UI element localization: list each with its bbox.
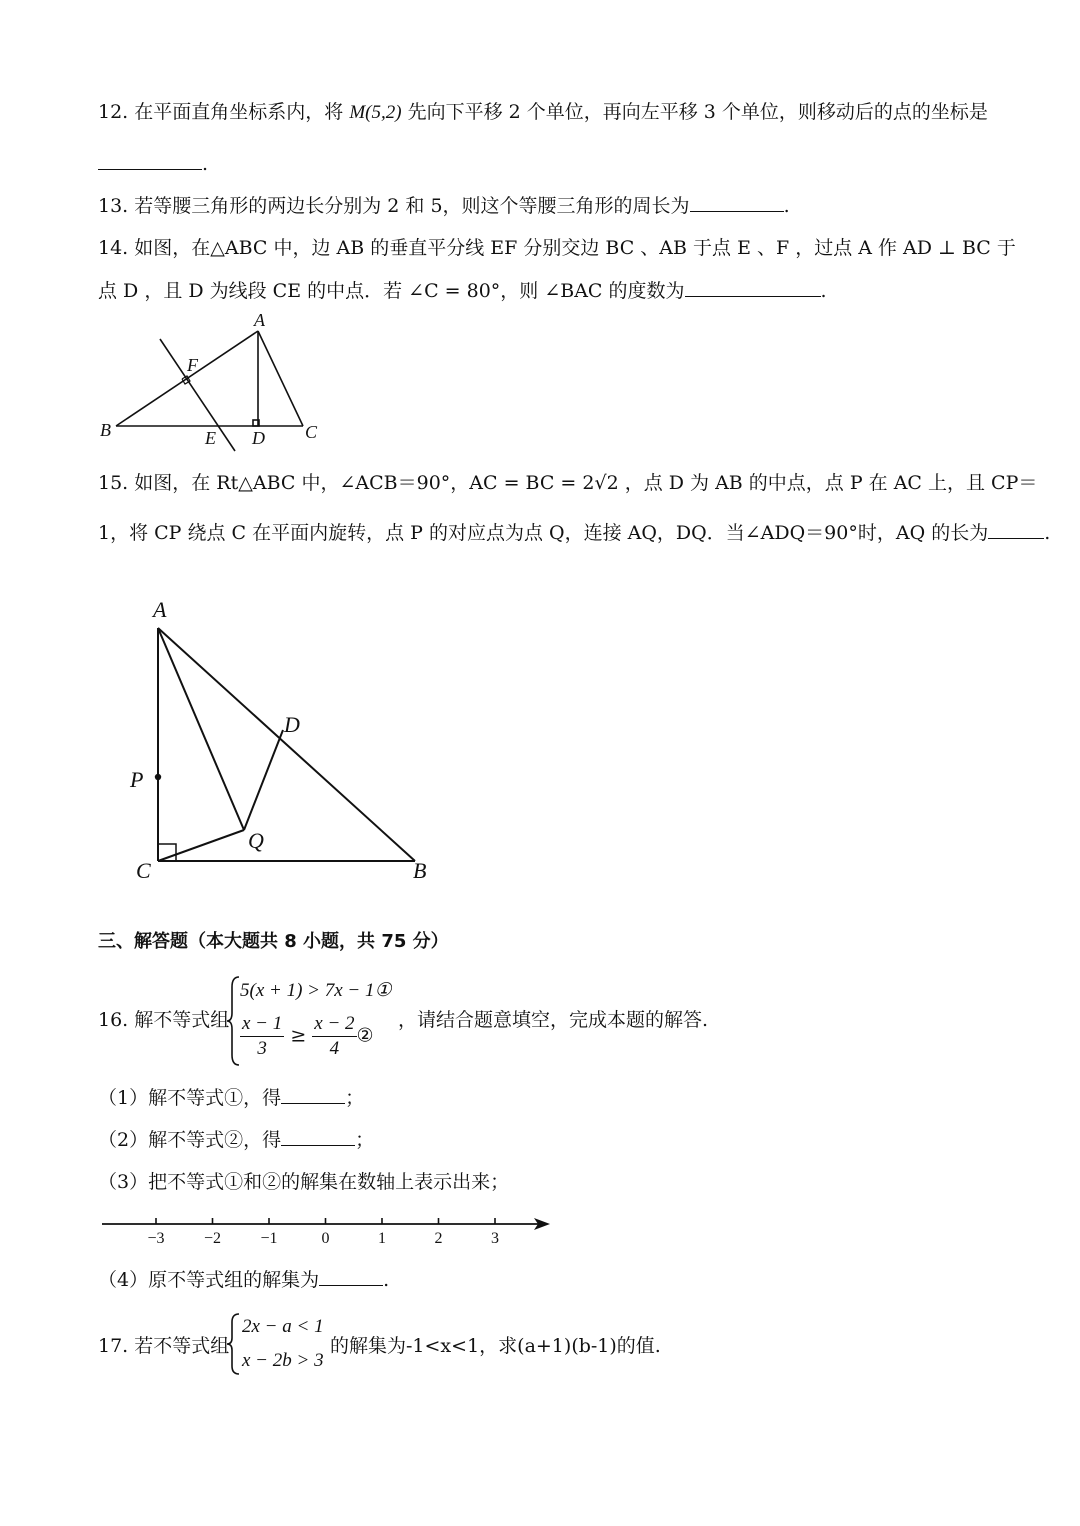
q17-ineq2: x − 2b > 3 bbox=[242, 1350, 324, 1371]
q14-label-a: A bbox=[254, 310, 265, 330]
q15-segment-aq bbox=[158, 628, 244, 830]
q14-label-e: E bbox=[205, 428, 216, 448]
q14-label-d: D bbox=[252, 428, 265, 448]
q12-text-b: 先向下平移 2 个单位，再向左平移 3 个单位，则移动后的点的坐标是 bbox=[407, 101, 988, 123]
question-15-line1 bbox=[98, 469, 1037, 497]
q15-answer-blank[interactable] bbox=[988, 520, 1044, 539]
q16-step3-text: （3）把不等式①和②的解集在数轴上表示出来； bbox=[98, 1171, 510, 1193]
q16-ineq2-rel: ≥ bbox=[290, 1024, 307, 1047]
q16-frac-left: $\frac{x - 1}{3}$ bbox=[242, 1013, 283, 1059]
number-line-tick-label: −1 bbox=[260, 1230, 278, 1247]
q16-suffix: ，请结合题意填空，完成本题的解答. bbox=[398, 1009, 709, 1031]
q16-step1-blank[interactable] bbox=[281, 1085, 345, 1104]
q17-ineq1: 2x − a < 1 bbox=[242, 1316, 324, 1337]
q16-step-3 bbox=[98, 1168, 509, 1196]
q16-inequality-2 bbox=[240, 1012, 374, 1061]
q14-label-c: C bbox=[305, 422, 318, 442]
q15-line1: 15. 如图，在 Rt△ABC 中，∠ACB＝90°，AC = BC = 2√2 ，点 D 为 AB 的中点，点 P 在 AC 上，且 CP＝ bbox=[98, 472, 1038, 494]
q14-line1: 14. 如图，在△ABC 中，边 AB 的垂直平分线 EF 分别交边 BC 、AB 于点 E 、F ，过点 A 作 AD ⊥ BC 于 bbox=[98, 237, 1016, 259]
section-3-title: 三、解答题（本大题共 8 小题，共 75 分） bbox=[98, 931, 449, 952]
q12-answer-line bbox=[98, 150, 208, 178]
number-line-tick-label: −3 bbox=[147, 1230, 165, 1247]
number-line-tick-label: 2 bbox=[434, 1230, 443, 1247]
q16-step4-text: （4）原不等式组的解集为 bbox=[98, 1269, 320, 1291]
q17-brace bbox=[226, 1312, 242, 1376]
q14-label-f: F bbox=[187, 355, 198, 375]
question-15-line2 bbox=[98, 519, 1050, 547]
q16-step2-blank[interactable] bbox=[281, 1127, 355, 1146]
q17-suffix: 的解集为-1<x<1，求(a+1)(b-1)的值. bbox=[330, 1335, 661, 1357]
q12-text-a: 12. 在平面直角坐标系内，将 bbox=[98, 101, 344, 123]
q16-ineq1: 5(x + 1) > 7x − 1① bbox=[240, 980, 392, 1001]
q16-prefix-line bbox=[98, 1006, 229, 1034]
question-12 bbox=[98, 98, 988, 127]
q16-step1-text: （1）解不等式①，得 bbox=[98, 1087, 282, 1109]
q16-step4-end: . bbox=[383, 1269, 390, 1291]
q15-label-a: A bbox=[153, 597, 167, 622]
q15-segment-cq bbox=[158, 830, 244, 861]
q16-prefix: 16. 解不等式组 bbox=[98, 1009, 230, 1031]
question-14-line2 bbox=[98, 277, 827, 305]
section-3-heading bbox=[98, 928, 449, 956]
q14-figure bbox=[90, 305, 340, 455]
q15-label-d: D bbox=[284, 712, 300, 737]
q16-step-2 bbox=[98, 1126, 374, 1154]
q16-step2-text: （2）解不等式②，得 bbox=[98, 1129, 282, 1151]
q15-segment-ab bbox=[158, 628, 415, 861]
q13-text: 13. 若等腰三角形的两边长分别为 2 和 5，则这个等腰三角形的周长为 bbox=[98, 195, 690, 217]
q16-step1-end: ； bbox=[345, 1087, 365, 1109]
q15-figure bbox=[120, 590, 450, 890]
question-14-line1 bbox=[98, 234, 1016, 262]
q14-label-b: B bbox=[100, 420, 111, 440]
q16-suffix-line bbox=[398, 1006, 708, 1034]
question-13 bbox=[98, 192, 790, 220]
q14-answer-blank[interactable] bbox=[685, 278, 821, 297]
q12-end: . bbox=[202, 153, 209, 175]
q15-label-q: Q bbox=[248, 828, 264, 853]
q16-inequality-1 bbox=[240, 976, 392, 1005]
q16-number-line bbox=[98, 1210, 558, 1250]
q16-ineq2-mark: ② bbox=[356, 1024, 374, 1047]
q17-suffix-line bbox=[330, 1332, 661, 1360]
q17-inequality-2 bbox=[242, 1346, 324, 1375]
q15-end: . bbox=[1044, 522, 1051, 544]
q13-answer-blank[interactable] bbox=[690, 193, 784, 212]
q17-prefix-line bbox=[98, 1332, 229, 1360]
q13-end: . bbox=[783, 195, 790, 217]
q16-frac-right: $\frac{x - 2}{4}$ bbox=[314, 1013, 355, 1059]
number-line-tick-label: 3 bbox=[491, 1230, 499, 1247]
q16-step2-end: ； bbox=[355, 1129, 375, 1151]
q12-answer-blank[interactable] bbox=[98, 151, 202, 170]
q16-step-1 bbox=[98, 1084, 364, 1112]
q14-segment-ac bbox=[258, 331, 303, 426]
q14-line2: 点 D ，且 D 为线段 CE 的中点．若 ∠C = 80°，则 ∠BAC 的度数为 bbox=[98, 280, 685, 302]
number-line-tick-label: 0 bbox=[321, 1230, 330, 1247]
number-line-tick-label: −2 bbox=[203, 1230, 222, 1247]
q14-end: . bbox=[820, 280, 827, 302]
q17-inequality-1 bbox=[242, 1312, 324, 1341]
q12-point: M(5,2) bbox=[349, 102, 402, 123]
q16-step-4 bbox=[98, 1266, 389, 1294]
q15-label-b: B bbox=[413, 858, 427, 883]
q15-label-c: C bbox=[136, 858, 151, 883]
q15-line2: 1，将 CP 绕点 C 在平面内旋转，点 P 的对应点为点 Q，连接 AQ，DQ．当∠ADQ＝90°时，AQ 的长为 bbox=[98, 522, 989, 544]
q15-point-p bbox=[155, 774, 161, 780]
q15-segment-qd bbox=[244, 730, 283, 830]
q15-label-p: P bbox=[130, 767, 144, 792]
q17-prefix: 17. 若不等式组 bbox=[98, 1335, 230, 1357]
number-line-tick-label: 1 bbox=[378, 1230, 386, 1247]
q16-step4-blank[interactable] bbox=[319, 1267, 383, 1286]
